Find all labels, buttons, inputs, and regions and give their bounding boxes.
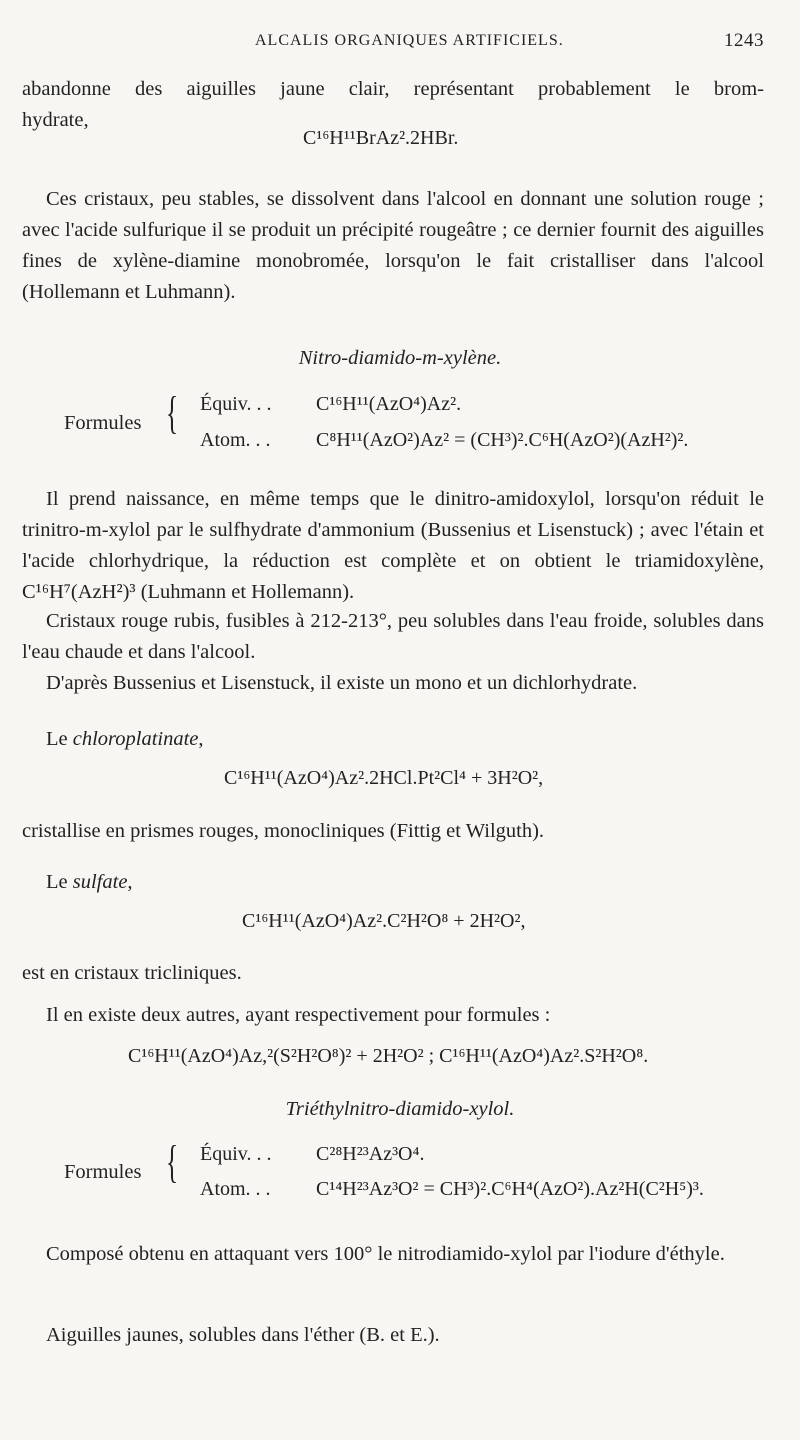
section-heading-triethyl: Triéthylnitro-diamido-xylol.	[285, 1098, 515, 1120]
text-prefix: Le	[46, 871, 73, 893]
atom-formula: C¹⁴H²³Az³O² = CH³)².C⁶H⁴(AzO²).Az²H(C²H⁵)³.	[316, 1178, 704, 1200]
text-suffix: ,	[198, 728, 204, 750]
paragraph-rouge-rubis: Cristaux rouge rubis, fusibles à 212-213°, peu solubles dans l'eau froide, solubles dans l'eau chaude et dans l'alcool.	[22, 610, 764, 663]
term-sulfate: sulfate	[72, 871, 128, 893]
formula-bromhydrate: C¹⁶H¹¹BrAz².2HBr.	[303, 127, 459, 149]
term-chloroplatinate: chloroplatinate	[72, 728, 199, 750]
formules-label: Formules	[64, 412, 142, 434]
paragraph-deux-autres: Il en existe deux autres, ayant respectivement pour formules :	[46, 1004, 551, 1026]
brace-glyph: {	[166, 1136, 179, 1187]
paragraph-bussenius: D'après Bussenius et Lisenstuck, il existe un mono et un dichlorhydrate.	[46, 672, 638, 694]
paragraph-tricliniques: est en cristaux tricliniques.	[22, 962, 242, 984]
paragraph-sulfate	[22, 867, 764, 898]
header-title: ALCALIS ORGANIQUES ARTIFICIELS.	[255, 32, 564, 49]
paragraph-line: hydrate,	[22, 109, 89, 131]
running-header	[0, 28, 800, 56]
brace-glyph: {	[166, 387, 179, 438]
paragraph-compose: Composé obtenu en attaquant vers 100° le nitrodiamido-xylol par l'iodure d'éthyle.	[46, 1243, 725, 1265]
formules-label: Formules	[64, 1161, 142, 1183]
equiv-formula: C¹⁶H¹¹(AzO⁴)Az².	[316, 393, 462, 415]
formula-deux-autres: C¹⁶H¹¹(AzO⁴)Az,²(S²H²O⁸)² + 2H²O² ; C¹⁶H¹¹(AzO⁴)Az².S²H²O⁸.	[128, 1045, 649, 1067]
paragraph-chloroplatinate	[22, 724, 764, 755]
paragraph-line: abandonne des aiguilles jaune clair, représentant probablement le brom-	[22, 78, 764, 100]
paragraph-naissance: Il prend naissance, en même temps que le dinitro-amidoxylol, lorsqu'on réduit le trinitro-m-xylol par le sulfhydrate d'ammonium (Bussenius et Lisenstuck) ; avec l'étain et l'acide chlorhydrique, la réduction est complète et on obtient le triamidoxylène, C¹⁶H⁷(AzH²)³ (Luhmann et Hollemann).	[22, 488, 764, 603]
paragraph-prismes: cristallise en prismes rouges, monocliniques (Fittig et Wilguth).	[22, 820, 545, 842]
equiv-formula: C²⁸H²³Az³O⁴.	[316, 1143, 425, 1165]
atom-label: Atom. . .	[200, 1178, 271, 1200]
paragraph-cristaux: Ces cristaux, peu stables, se dissolvent dans l'alcool en donnant une solution rouge ; avec l'acide sulfurique il se produit un précipité rougeâtre ; ce dernier fournit des aiguilles fines de xylène-diamine monobromée, lorsqu'on le fait cristalliser dans l'alcool (Hollemann et Luhmann).	[22, 188, 764, 303]
atom-formula: C⁸H¹¹(AzO²)Az² = (CH³)².C⁶H(AzO²)(AzH²)².	[316, 429, 689, 451]
section-heading-nitro-diamido: Nitro-diamido-m-xylène.	[298, 347, 502, 369]
formula-chloroplatinate: C¹⁶H¹¹(AzO⁴)Az².2HCl.Pt²Cl⁴ + 3H²O²,	[224, 767, 544, 789]
equiv-label: Équiv. . .	[200, 393, 272, 415]
paragraph-aiguilles: Aiguilles jaunes, solubles dans l'éther (B. et E.).	[46, 1324, 440, 1346]
page-number: 1243	[724, 30, 764, 51]
formula-sulfate: C¹⁶H¹¹(AzO⁴)Az².C²H²O⁸ + 2H²O²,	[242, 910, 526, 932]
text-prefix: Le	[46, 728, 73, 750]
text-suffix: ,	[127, 871, 133, 893]
equiv-label: Équiv. . .	[200, 1143, 272, 1165]
atom-label: Atom. . .	[200, 429, 271, 451]
